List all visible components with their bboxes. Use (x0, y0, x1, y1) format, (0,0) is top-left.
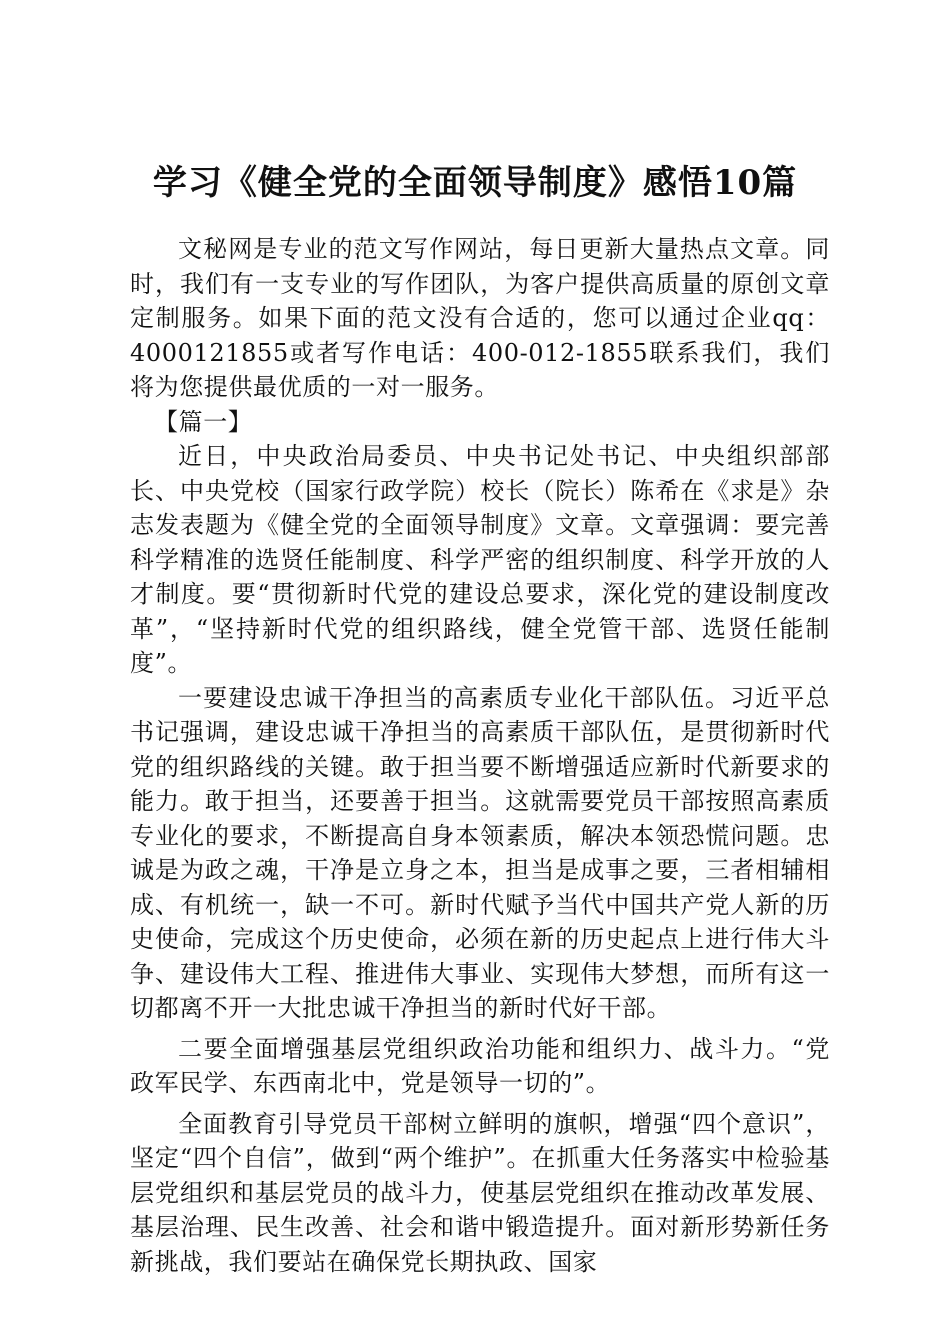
body-paragraph-1: 近日，中央政治局委员、中央书记处书记、中央组织部部长、中央党校（国家行政学院）校长（院长）陈希在《求是》杂志发表题为《健全党的全面领导制度》文章。文章强调：要完善科学精准的选贤任能制度、科学严密的组织制度、科学开放的人才制度。要“贯彻新时代党的建设总要求，深化党的建设制度改革”，“坚持新时代党的组织路线，健全党管干部、选贤任能制度”。 (130, 442, 830, 677)
body-paragraph-4: 全面教育引导党员干部树立鲜明的旗帜，增强“四个意识”，坚定“四个自信”，做到“两个维护”。在抓重大任务落实中检验基层党组织和基层党员的战斗力，使基层党组织在推动改革发展、基层治理、民生改善、社会和谐中锻造提升。面对新形势新任务新挑战，我们要站在确保党长期执政、国家 (130, 1109, 830, 1276)
document-title: 学习《健全党的全面领导制度》感悟10篇 (152, 163, 798, 203)
document-body (130, 232, 830, 1279)
section-heading: 【篇一】 (154, 407, 253, 436)
body-paragraph-2: 一要建设忠诚干净担当的高素质专业化干部队伍。习近平总书记强调，建设忠诚干净担当的高素质干部队伍，是贯彻新时代党的组织路线的关键。敢于担当要不断增强适应新时代新要求的能力。敢于担当，还要善于担当。这就需要党员干部按照高素质专业化的要求，不断提高自身本领素质，解决本领恐慌问题。忠诚是为政之魂，干净是立身之本，担当是成事之要，三者相辅相成、有机统一，缺一不可。新时代赋予当代中国共产党人新的历史使命，完成这个历史使命，必须在新的历史起点上进行伟大斗争、建设伟大工程、推进伟大事业、实现伟大梦想，而所有这一切都离不开一大批忠诚干净担当的新时代好干部。 (130, 683, 830, 1022)
body-paragraph-3: 二要全面增强基层党组织政治功能和组织力、战斗力。“党政军民学、东西南北中，党是领导一切的”。 (130, 1034, 830, 1097)
intro-paragraph: 文秘网是专业的范文写作网站，每日更新大量热点文章。同时，我们有一支专业的写作团队，为客户提供高质量的原创文章定制服务。如果下面的范文没有合适的，您可以通过企业qq：4000121855或者写作电话：400-012-1855联系我们，我们将为您提供最优质的一对一服务。 (130, 235, 830, 401)
